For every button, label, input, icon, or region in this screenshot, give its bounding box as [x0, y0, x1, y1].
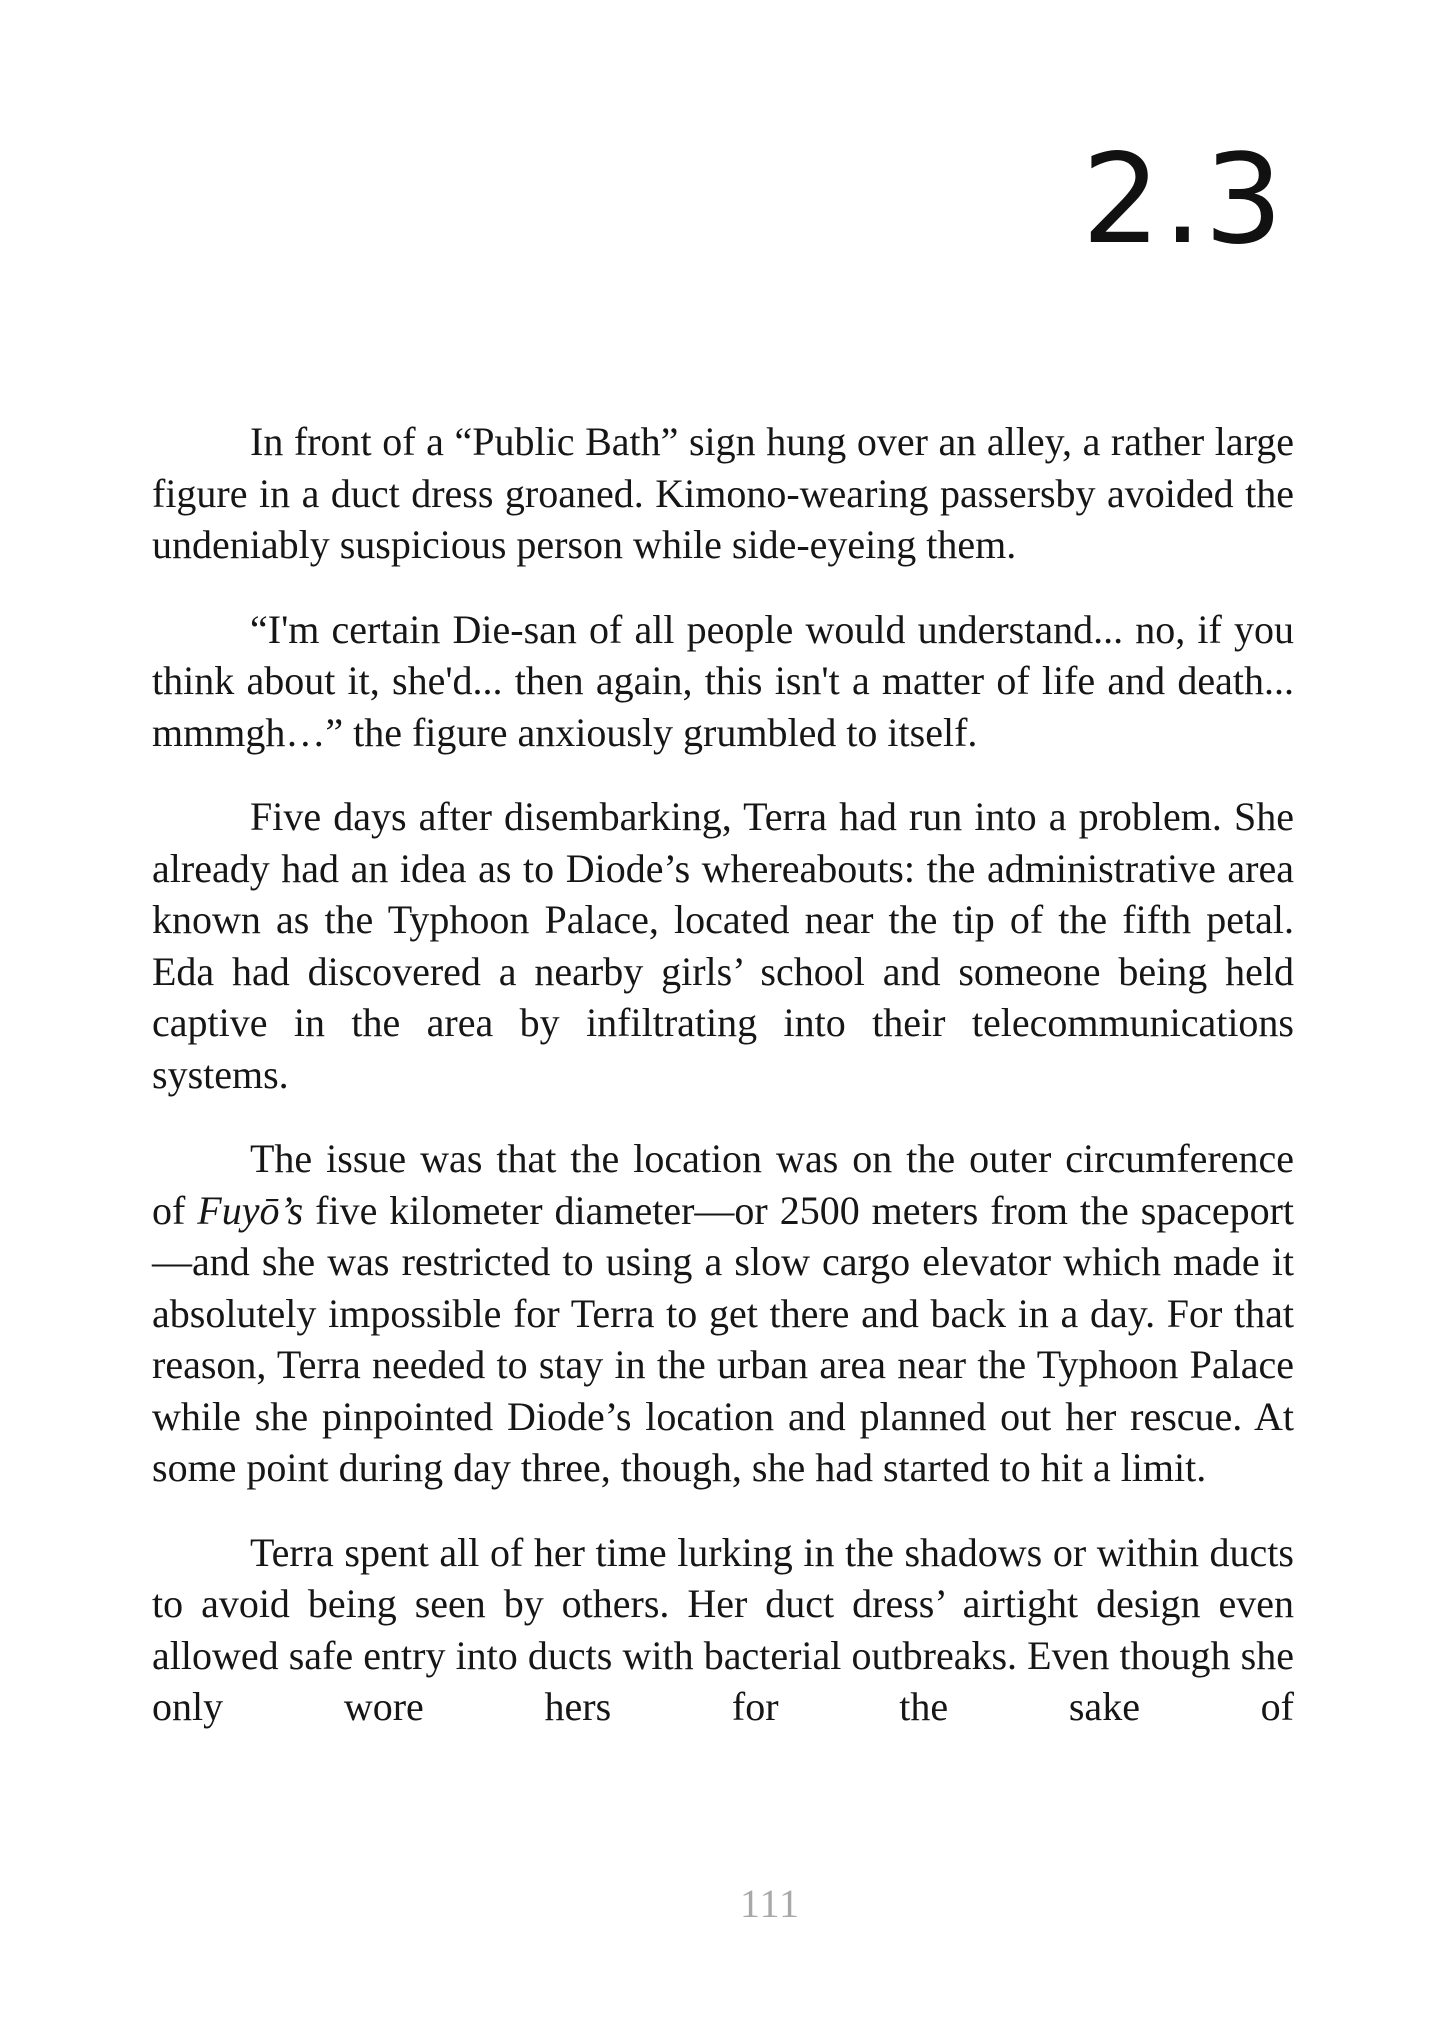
- paragraph-4-start: The issue was that the location was on the outer circumference of: [152, 1136, 1294, 1233]
- paragraph-4: [152, 1133, 1294, 1494]
- body-text: [152, 416, 1294, 1733]
- paragraph-4-end: five kilometer diameter—or 2500 meters from the spaceport—and she was restricted to using a slow cargo elevator which made it absolutely impossible for Terra to get there and back in a day. For that reason, Terra needed to stay in the urban area near the Typhoon Palace while she pinpointed Diode’s location and planned out her rescue. At some point during day three, though, she had started to hit a limit.: [152, 1187, 1295, 1490]
- chapter-number: 2.3: [1081, 128, 1285, 272]
- page-number: 111: [739, 1881, 801, 1926]
- paragraph-2: “I'm certain Die-san of all people would understand... no, if you think about it, she'd... then again, this isn't a matter of life and death... mmmgh…” the figure anxiously grumbled to itself.: [152, 606, 1294, 755]
- paragraph-3: Five days after disembarking, Terra had run into a problem. She already had an idea as to Diode’s whereabouts: the administrative area known as the Typhoon Palace, located near the tip of the fifth petal. Eda had discovered a nearby girls’ school and someone being held captive in the area by infiltrating into their telecommunications systems.: [152, 794, 1294, 1097]
- paragraph-1: In front of a “Public Bath” sign hung over an alley, a rather large figure in a duct dress groaned. Kimono-wearing passersby avoided the undeniably suspicious person while side-eyeing them.: [152, 419, 1294, 567]
- ship-name-italic: Fuyō’s: [197, 1187, 304, 1233]
- paragraph-5: Terra spent all of her time lurking in the shadows or within ducts to avoid being seen by others. Her duct dress’ airtight design even allowed safe entry into ducts with bacterial outbreaks. Even though she only wore hers for the sake of: [152, 1529, 1294, 1729]
